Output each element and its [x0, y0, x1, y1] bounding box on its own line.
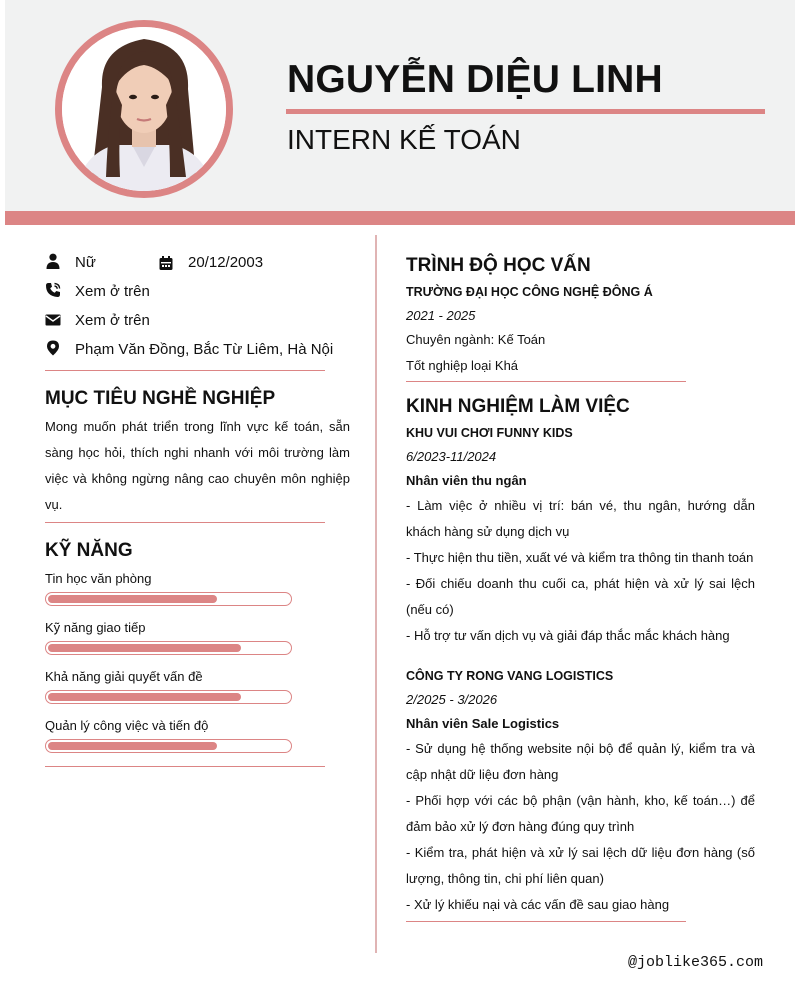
divider	[406, 921, 686, 922]
avatar	[55, 20, 233, 198]
school-name: TRƯỜNG ĐẠI HỌC CÔNG NGHỆ ĐÔNG Á	[406, 285, 653, 299]
skills-title: KỸ NĂNG	[45, 540, 133, 561]
phone-value: Xem ở trên	[75, 283, 150, 300]
divider	[45, 766, 325, 767]
job-duty: - Sử dụng hệ thống website nội bộ để quản lý, kiểm tra và cập nhật dữ liệu đơn hàng	[406, 741, 755, 782]
avatar-portrait	[62, 27, 226, 191]
job-company: KHU VUI CHƠI FUNNY KIDS	[406, 426, 573, 440]
column-divider	[375, 235, 377, 953]
skill-bar-fill	[48, 595, 217, 603]
objective-title: MỤC TIÊU NGHỀ NGHIỆP	[45, 388, 276, 409]
calendar-icon	[158, 255, 174, 271]
mail-icon	[45, 312, 61, 328]
watermark: @joblike365.com	[628, 954, 764, 971]
address-value: Phạm Văn Đồng, Bắc Từ Liêm, Hà Nội	[75, 341, 334, 358]
divider	[45, 370, 325, 371]
experience-title: KINH NGHIỆM LÀM VIỆC	[406, 396, 630, 417]
person-icon	[45, 253, 61, 269]
job-duty: - Xử lý khiếu nại và các vấn đề sau giao hàng	[406, 897, 670, 912]
skill-bar	[45, 641, 292, 655]
location-pin-icon	[45, 340, 61, 356]
job-duty: - Kiểm tra, phát hiện và xử lý sai lệch dữ liệu đơn hàng (số lượng, thông tin, chi phí liên quan)	[406, 845, 755, 886]
skill-label: Kỹ năng giao tiếp	[45, 620, 146, 635]
birthday-value: 20/12/2003	[188, 254, 264, 271]
divider	[45, 522, 325, 523]
education-grade: Tốt nghiệp loại Khá	[406, 358, 519, 373]
divider	[406, 381, 686, 382]
candidate-role: INTERN KẾ TOÁN	[287, 124, 521, 155]
skill-bar-fill	[48, 742, 217, 750]
skill-bar	[45, 592, 292, 606]
job-period: 6/2023-11/2024	[406, 449, 497, 464]
skill-bar-fill	[48, 693, 241, 701]
gender-value: Nữ	[75, 254, 96, 271]
skill-label: Quản lý công việc và tiến độ	[45, 718, 209, 733]
job-position: Nhân viên Sale Logistics	[406, 716, 560, 731]
job-company: CÔNG TY RONG VANG LOGISTICS	[406, 669, 614, 683]
name-underline	[286, 109, 765, 114]
education-major: Chuyên ngành: Kế Toán	[406, 332, 546, 347]
job-duty: - Phối hợp với các bộ phận (vận hành, kho, kế toán…) để đảm bảo xử lý đơn hàng đúng quy trình	[406, 793, 755, 834]
job-duty: - Đối chiếu doanh thu cuối ca, phát hiện và xử lý sai lệch (nếu có)	[406, 576, 755, 617]
education-title: TRÌNH ĐỘ HỌC VẤN	[406, 255, 591, 276]
job-duty: - Thực hiện thu tiền, xuất vé và kiểm tra thông tin thanh toán	[406, 550, 754, 565]
job-duty: - Làm việc ở nhiều vị trí: bán vé, thu ngân, hướng dẫn khách hàng sử dụng dịch vụ	[406, 498, 755, 539]
skill-bar	[45, 690, 292, 704]
education-period: 2021 - 2025	[406, 308, 476, 323]
email-value: Xem ở trên	[75, 312, 150, 329]
skill-label: Tin học văn phòng	[45, 571, 152, 586]
skill-bar	[45, 739, 292, 753]
header-accent-bar	[5, 211, 795, 225]
candidate-name: NGUYỄN DIỆU LINH	[287, 58, 663, 101]
job-position: Nhân viên thu ngân	[406, 473, 527, 488]
skill-label: Khả năng giải quyết vấn đề	[45, 669, 203, 684]
job-period: 2/2025 - 3/2026	[406, 692, 498, 707]
skill-bar-fill	[48, 644, 241, 652]
objective-text: Mong muốn phát triển trong lĩnh vực kế toán, sẵn sàng học hỏi, thích nghi nhanh với môi trường làm việc và không ngừng nâng cao chuyên môn nghiệp vụ.	[45, 419, 350, 512]
job-duty: - Hỗ trợ tư vấn dịch vụ và giải đáp thắc mắc khách hàng	[406, 628, 730, 643]
phone-icon	[45, 282, 61, 298]
